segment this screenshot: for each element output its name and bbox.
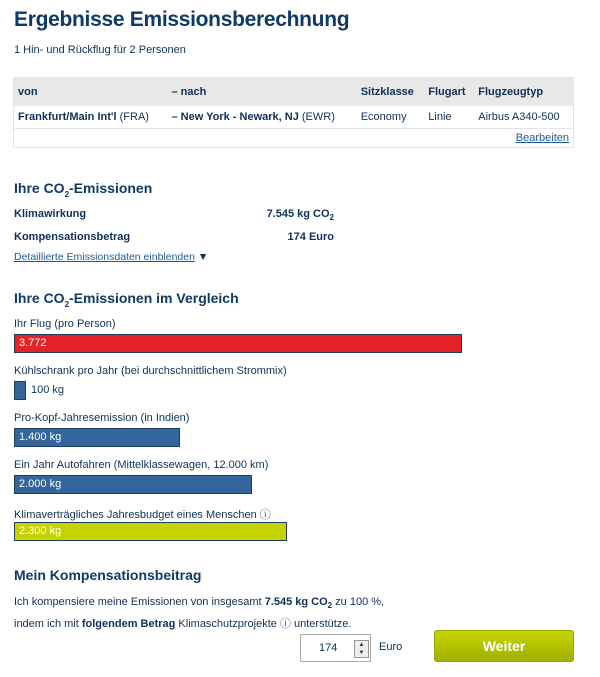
bar-label	[14, 365, 287, 377]
table-row	[14, 106, 574, 129]
bar-value: 100 kg	[31, 384, 65, 396]
comparison-bar	[14, 334, 462, 353]
info-icon[interactable]: ⓘ	[256, 509, 271, 521]
edit-link[interactable]: Bearbeiten	[515, 132, 569, 144]
from-code: (FRA)	[119, 111, 149, 123]
emissions-heading: Ihre $CO_2$-Emissionen	[14, 180, 153, 199]
compensation-line2: indem ich mit folgendem Betrag Klimaschutzprojekte ⓘ unterstütze.	[14, 618, 352, 630]
compensation-line1: Ich kompensiere meine Emissionen von insgesamt 7.545 kg $CO_2$ zu 100 %,	[14, 596, 385, 611]
comparison-bar	[14, 522, 287, 541]
comparison-bar	[14, 475, 252, 494]
klima-label: Klimawirkung	[14, 208, 87, 220]
amount-stepper[interactable]	[300, 634, 371, 662]
bar-value: 3.772	[19, 337, 47, 349]
seat-class: Economy	[360, 111, 407, 123]
details-toggle[interactable]	[14, 251, 208, 263]
flight-type: Linie	[428, 111, 452, 123]
komp-value: 174 Euro	[287, 231, 334, 243]
col-nach: – nach	[167, 78, 356, 107]
col-flugzeugtyp: Flugzeugtyp	[474, 78, 573, 107]
bar-label	[14, 459, 268, 471]
bar-label	[14, 412, 189, 424]
currency-label: Euro	[379, 641, 403, 653]
col-flugart: Flugart	[424, 78, 474, 107]
bar-label-text: Ihr Flug (pro Person)	[14, 318, 116, 330]
info-icon[interactable]: ⓘ	[279, 618, 291, 630]
to-name: – New York - Newark, NJ	[171, 111, 299, 123]
bar-label-text: Ein Jahr Autofahren (Mittelklassewagen, 12.000 km)	[14, 459, 269, 471]
flight-table	[13, 77, 574, 148]
subtitle: 1 Hin- und Rückflug für 2 Personen	[14, 44, 186, 56]
col-von: von	[14, 78, 168, 107]
triangle-down-icon: ▼	[197, 251, 209, 263]
bar-label-text: Kühlschrank pro Jahr (bei durchschnittlichem Strommix)	[14, 365, 287, 377]
comparison-bar	[14, 381, 65, 400]
comparison-bar	[14, 428, 180, 447]
amount-input[interactable]: 174	[319, 642, 338, 654]
aircraft: Airbus A340-500	[478, 111, 560, 123]
weiter-button[interactable]: Weiter	[434, 630, 574, 662]
from-name: Frankfurt/Main Int'l	[18, 111, 117, 123]
comparison-heading: Ihre $CO_2$-Emissionen im Vergleich	[14, 290, 239, 309]
komp-label: Kompensationsbetrag	[14, 231, 131, 243]
klima-value: 7.545 kg $CO_2$	[266, 208, 334, 223]
bar-label	[14, 318, 115, 330]
page-title: Ergebnisse Emissionsberechnung	[14, 8, 350, 31]
bar-label	[14, 506, 271, 522]
klima-row	[14, 208, 334, 222]
details-link[interactable]: Detaillierte Emissionsdaten einblenden	[14, 251, 195, 263]
compensation-heading: Mein Kompensationsbeitrag	[14, 567, 202, 583]
bar-value: 1.400 kg	[19, 431, 62, 443]
bar-label-text: Klimaverträgliches Jahresbudget eines Menschen	[14, 509, 257, 521]
col-sitzklasse: Sitzklasse	[357, 78, 425, 107]
to-code: (EWR)	[301, 111, 335, 123]
bar-label-text: Pro-Kopf-Jahresemission (in Indien)	[14, 412, 190, 424]
komp-row	[14, 231, 334, 243]
bar-value: 2.000 kg	[19, 478, 62, 490]
spinner-arrows-icon[interactable]: ▲ ▼	[354, 640, 369, 658]
bar-value: 2.300 kg	[19, 525, 62, 537]
